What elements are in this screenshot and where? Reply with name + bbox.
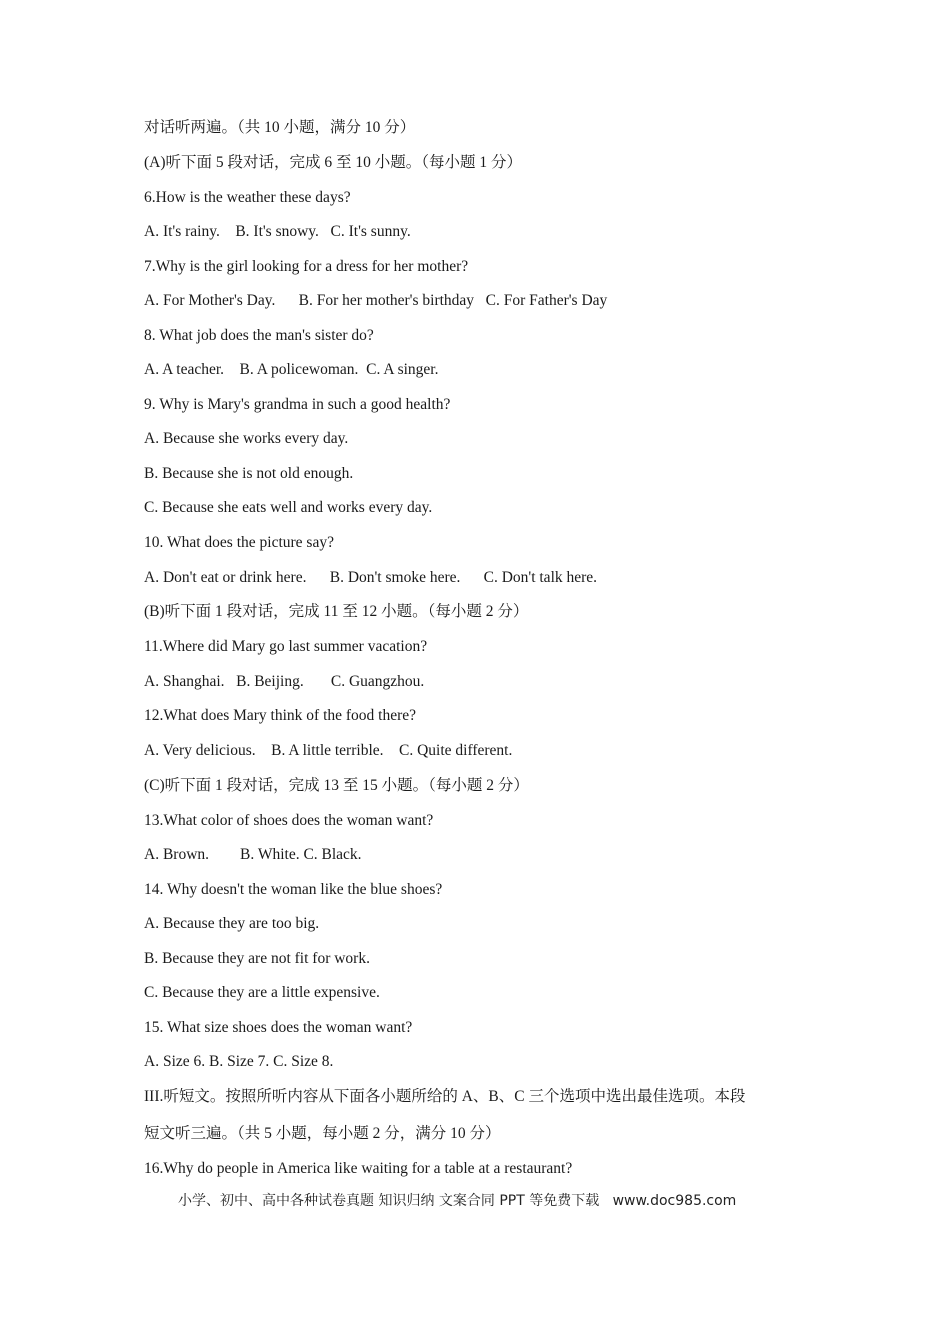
option-9a: A. Because she works every day. (144, 430, 349, 447)
question-9: 9. Why is Mary's grandma in such a good health? (144, 396, 451, 413)
option-14b: B. Because they are not fit for work. (144, 950, 370, 967)
question-8: 8. What job does the man's sister do? (144, 327, 374, 344)
options-7: A. For Mother's Day. B. For her mother's birthday C. For Father's Day (144, 292, 608, 309)
options-13: A. Brown. B. White. C. Black. (144, 846, 362, 863)
question-15: 15. What size shoes does the woman want? (144, 1019, 413, 1036)
question-14: 14. Why doesn't the woman like the blue shoes? (144, 881, 443, 898)
options-11: A. Shanghai. B. Beijing. C. Guangzhou. (144, 673, 425, 690)
question-6: 6.How is the weather these days? (144, 189, 351, 206)
question-12: 12.What does Mary think of the food there? (144, 707, 417, 724)
section-instruction-cont: 对话听两遍。（共 10 小题，满分 10 分） (144, 119, 416, 136)
page-footer: 小学、初中、高中各种试卷真题 知识归纳 文案合同 PPT 等免费下载 www.doc985.com (178, 1193, 737, 1209)
options-6: A. It's rainy. B. It's snowy. C. It's sunny. (144, 223, 411, 240)
question-10: 10. What does the picture say? (144, 534, 334, 551)
options-8: A. A teacher. B. A policewoman. C. A singer. (144, 361, 439, 378)
options-12: A. Very delicious. B. A little terrible. C. Quite different. (144, 742, 513, 759)
option-14c: C. Because they are a little expensive. (144, 984, 380, 1001)
options-15: A. Size 6. B. Size 7. C. Size 8. (144, 1053, 334, 1070)
option-9b: B. Because she is not old enough. (144, 465, 354, 482)
question-13: 13.What color of shoes does the woman want? (144, 812, 434, 829)
option-14a: A. Because they are too big. (144, 915, 320, 932)
question-11: 11.Where did Mary go last summer vacation? (144, 638, 428, 655)
section-iii-instruction-cont: 短文听三遍。（共 5 小题，每小题 2 分，满分 10 分） (144, 1125, 501, 1142)
question-7: 7.Why is the girl looking for a dress for her mother? (144, 258, 469, 275)
question-16: 16.Why do people in America like waiting for a table at a restaurant? (144, 1160, 573, 1177)
part-a-heading: (A)听下面 5 段对话，完成 6 至 10 小题。（每小题 1 分） (144, 154, 523, 171)
section-iii-instruction: III.听短文。按照所听内容从下面各小题所给的 A、B、C 三个选项中选出最佳选项。本段 (144, 1088, 746, 1105)
options-10: A. Don't eat or drink here. B. Don't smoke here. C. Don't talk here. (144, 569, 598, 586)
option-9c: C. Because she eats well and works every day. (144, 499, 433, 516)
part-b-heading: (B)听下面 1 段对话，完成 11 至 12 小题。（每小题 2 分） (144, 603, 529, 620)
part-c-heading: (C)听下面 1 段对话，完成 13 至 15 小题。（每小题 2 分） (144, 777, 529, 794)
